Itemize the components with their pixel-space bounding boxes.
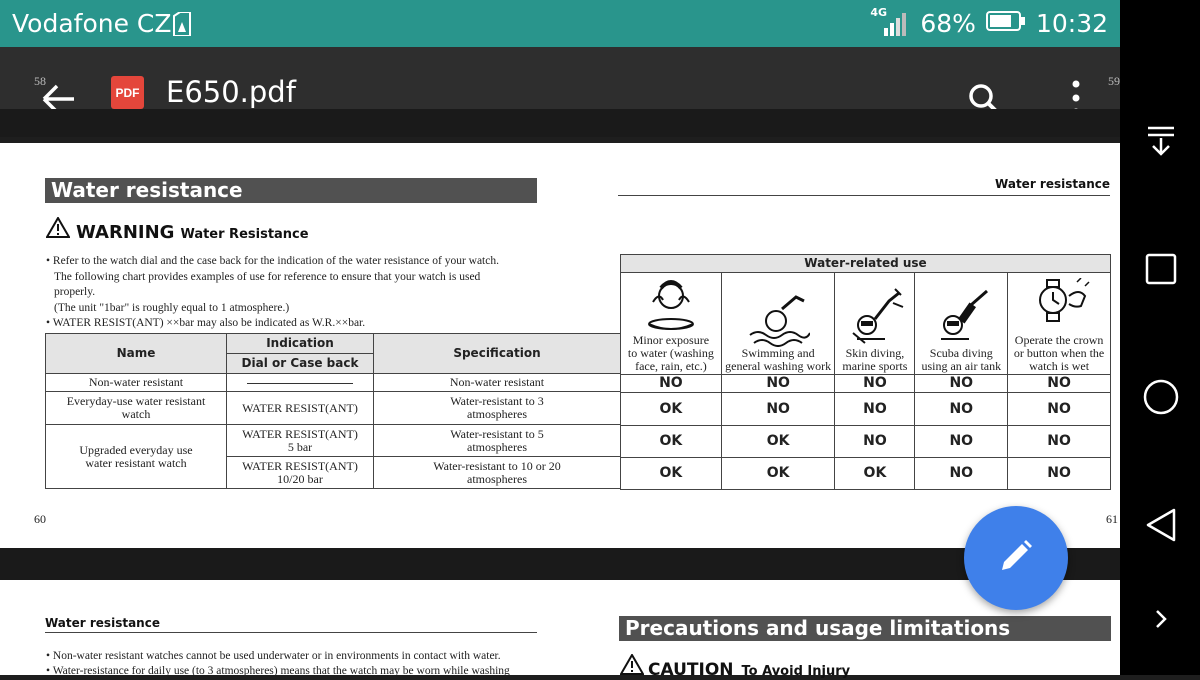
page-gap-top xyxy=(0,109,1120,137)
clock: 10:32 xyxy=(1035,9,1108,38)
caution-triangle-icon xyxy=(620,654,644,680)
caution-subtitle: To Avoid Injury xyxy=(741,664,851,679)
row-dial: WATER RESIST(ANT) xyxy=(227,392,374,425)
system-nav-bar xyxy=(1120,0,1200,675)
use-skin-diving: Skin diving, marine sports xyxy=(835,273,915,375)
row-name: Everyday-use water resistant watch xyxy=(46,392,227,425)
value-cell: NO xyxy=(835,393,915,426)
bullet-line: • Non-water resistant watches cannot be used underwater or in environments in contact with water. xyxy=(46,650,501,662)
value-cell: OK xyxy=(721,426,835,458)
prev-page-number-right: 59 xyxy=(1108,74,1120,88)
value-cell: NO xyxy=(915,375,1008,393)
water-use-table xyxy=(620,254,1111,490)
status-bar xyxy=(0,0,1120,47)
value-cell: NO xyxy=(915,458,1008,490)
caution-label: CAUTION xyxy=(648,660,734,680)
chevron-right-icon[interactable] xyxy=(1140,598,1182,640)
page-number-left: 60 xyxy=(34,512,46,526)
table-row xyxy=(46,374,621,392)
page2-left-heading xyxy=(45,616,537,633)
value-cell: NO xyxy=(915,426,1008,458)
value-cell: NO xyxy=(835,426,915,458)
battery-percent: 68% xyxy=(920,9,976,38)
value-cell: NO xyxy=(621,375,722,393)
document-title: E650.pdf xyxy=(166,75,296,109)
value-cell: NO xyxy=(721,375,835,393)
right-header-text: Water resistance xyxy=(995,177,1110,191)
warning-triangle-icon xyxy=(46,217,70,243)
right-page-header xyxy=(618,177,1110,196)
app-toolbar xyxy=(0,47,1120,109)
use-swimming: Swimming and general washing work xyxy=(721,273,835,375)
value-cell: OK xyxy=(621,393,722,426)
notification-pull-button[interactable] xyxy=(1140,120,1182,162)
row-spec: Water-resistant to 10 or 20 atmospheres xyxy=(374,457,621,489)
row-spec: Water-resistant to 3 atmospheres xyxy=(374,392,621,425)
crown-operation-icon xyxy=(1011,278,1107,334)
table-row xyxy=(621,375,1111,393)
row-dial: WATER RESIST(ANT) 5 bar xyxy=(227,425,374,457)
value-cell: NO xyxy=(835,375,915,393)
value-cell: NO xyxy=(1008,375,1111,393)
value-cell: NO xyxy=(721,393,835,426)
row-dial xyxy=(227,374,374,392)
carrier-name: Vodafone CZ xyxy=(12,9,172,38)
edit-fab-button[interactable] xyxy=(964,506,1068,610)
use-minor-exposure: Minor exposure to water (washing face, rain, etc.) xyxy=(621,273,722,375)
page-number-right: 61 xyxy=(1106,512,1118,526)
bullet-line: properly. xyxy=(54,286,96,298)
col-header-dial: Dial or Case back xyxy=(227,354,374,374)
bullet-line: • Water-resistance for daily use (to 3 atmospheres) means that the watch may be worn while washing xyxy=(46,665,510,677)
table-row xyxy=(621,426,1111,458)
col-header-specification: Specification xyxy=(374,334,621,374)
caution-header xyxy=(620,654,850,680)
row-spec: Non-water resistant xyxy=(374,374,621,392)
value-cell: NO xyxy=(1008,393,1111,426)
water-use-header: Water-related use xyxy=(621,255,1111,273)
value-cell: NO xyxy=(1008,426,1111,458)
col-header-name: Name xyxy=(46,334,227,374)
table-row xyxy=(46,392,621,425)
bullet-line: • Refer to the watch dial and the case back for the indication of the water resistance of your watch. xyxy=(46,255,499,267)
value-cell: NO xyxy=(1008,458,1111,490)
use-crown-operation: Operate the crown or button when the watch is wet xyxy=(1008,273,1111,375)
page-gap-bottom xyxy=(0,548,1120,580)
pencil-icon xyxy=(998,538,1034,579)
row-name: Upgraded everyday use water resistant watch xyxy=(46,425,227,489)
pdf-page-spread-62-63[interactable] xyxy=(0,580,1120,680)
table-row xyxy=(46,425,621,457)
bullet-line: • WATER RESIST(ANT) ××bar may also be indicated as W.R.××bar. xyxy=(46,317,366,329)
signal-icon xyxy=(870,5,910,38)
scuba-diving-icon xyxy=(918,285,1004,347)
value-cell: OK xyxy=(721,458,835,490)
recent-apps-button[interactable] xyxy=(1140,248,1182,290)
use-scuba-diving: Scuba diving using an air tank xyxy=(915,273,1008,375)
value-cell: OK xyxy=(621,426,722,458)
bullet-line: The following chart provides examples of use for reference to ensure that your watch is used xyxy=(54,270,481,283)
back-button[interactable] xyxy=(1140,504,1182,546)
page2-right-heading xyxy=(619,616,1111,641)
network-type: 4G xyxy=(870,5,888,19)
warning-bullets xyxy=(46,254,499,332)
home-button[interactable] xyxy=(1140,376,1182,418)
value-cell: NO xyxy=(915,393,1008,426)
row-dial: WATER RESIST(ANT) 10/20 bar xyxy=(227,457,374,489)
pdf-file-icon: PDF xyxy=(111,76,144,109)
swimming-icon xyxy=(725,287,832,347)
warning-label: WARNING xyxy=(76,222,175,243)
pdf-page-spread-60-61[interactable] xyxy=(0,143,1120,548)
col-header-indication: Indication xyxy=(227,334,374,354)
face-washing-icon xyxy=(624,278,718,334)
indication-table xyxy=(45,333,621,489)
row-name: Non-water resistant xyxy=(46,374,227,392)
page2-right-heading-text: Precautions and usage limitations xyxy=(625,616,1011,640)
skin-diving-icon xyxy=(838,285,911,347)
warning-header xyxy=(46,217,309,243)
section-heading-text: Water resistance xyxy=(51,178,243,202)
value-cell: OK xyxy=(621,458,722,490)
page2-left-heading-text: Water resistance xyxy=(45,616,160,630)
warning-subtitle: Water Resistance xyxy=(180,227,309,242)
table-row xyxy=(621,458,1111,490)
bullet-line: (The unit "1bar" is roughly equal to 1 atmosphere.) xyxy=(54,301,290,314)
prev-page-number-left: 58 xyxy=(34,74,46,88)
battery-icon xyxy=(986,9,1026,38)
section-heading-left xyxy=(45,178,537,203)
row-spec: Water-resistant to 5 atmospheres xyxy=(374,425,621,457)
sim-card-icon xyxy=(172,12,192,41)
value-cell: OK xyxy=(835,458,915,490)
table-row xyxy=(621,393,1111,426)
